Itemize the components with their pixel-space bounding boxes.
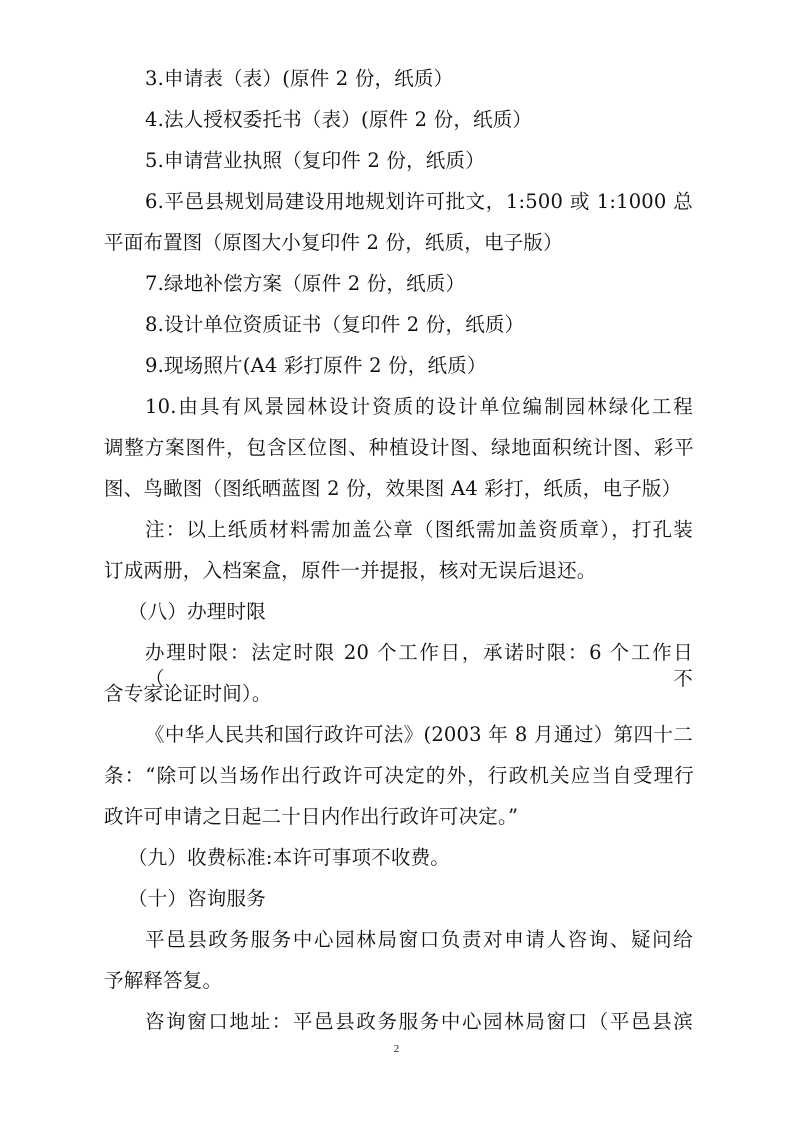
law-citation-line2: 条：“除可以当场作出行政许可决定的外，行政机关应当自受理行 bbox=[104, 764, 694, 787]
section-10-heading: （十）咨询服务 bbox=[128, 887, 266, 910]
item-4-authorization-letter: 4.法人授权委托书（表）(原件 2 份，纸质） bbox=[145, 108, 533, 131]
page-number: 2 bbox=[393, 1043, 400, 1055]
consultation-address: 咨询窗口地址：平邑县政务服务中心园林局窗口（平邑县滨 bbox=[145, 1010, 693, 1033]
item-3-application-form: 3.申请表（表）(原件 2 份，纸质） bbox=[145, 67, 454, 90]
section-9-fees: （九）收费标准:本许可事项不收费。 bbox=[128, 846, 450, 869]
section-8-heading: （八）办理时限 bbox=[128, 600, 266, 623]
item-9-site-photos: 9.现场照片(A4 彩打原件 2 份，纸质） bbox=[145, 354, 487, 377]
item-6-planning-approval-line2: 平面布置图（原图大小复印件 2 份，纸质，电子版） bbox=[104, 231, 563, 254]
law-citation-line1: 《中华人民共和国行政许可法》(2003 年 8 月通过）第四十二 bbox=[145, 723, 693, 746]
item-5-business-license: 5.申请营业执照（复印件 2 份，纸质） bbox=[145, 149, 485, 172]
item-10-design-drawings-line2: 调整方案图件，包含区位图、种植设计图、绿地面积统计图、彩平 bbox=[104, 436, 694, 459]
item-10-design-drawings-line3: 图、鸟瞰图（图纸晒蓝图 2 份，效果图 A4 彩打，纸质，电子版） bbox=[104, 477, 682, 500]
time-limit-line2: 含专家论证时间）。 bbox=[104, 682, 272, 705]
note-line2: 订成两册，入档案盒，原件一并提报，核对无误后退还。 bbox=[104, 559, 597, 582]
time-limit-line1: 办理时限：法定时限 20 个工作日，承诺时限：6 个工作日（不 bbox=[145, 641, 693, 690]
item-8-qualification-certificate: 8.设计单位资质证书（复印件 2 份，纸质） bbox=[145, 313, 525, 336]
note-line1: 注：以上纸质材料需加盖公章（图纸需加盖资质章），打孔装 bbox=[145, 518, 693, 541]
item-6-planning-approval-line1: 6.平邑县规划局建设用地规划许可批文，1:500 或 1:1000 总 bbox=[145, 190, 693, 213]
consultation-line2: 予解释答复。 bbox=[104, 969, 223, 992]
item-10-design-drawings-line1: 10.由具有风景园林设计资质的设计单位编制园林绿化工程 bbox=[145, 395, 693, 418]
item-7-compensation-plan: 7.绿地补偿方案（原件 2 份，纸质） bbox=[145, 272, 466, 295]
law-citation-line3: 政许可申请之日起二十日内作出行政许可决定。” bbox=[104, 805, 519, 828]
consultation-line1: 平邑县政务服务中心园林局窗口负责对申请人咨询、疑问给 bbox=[145, 928, 693, 951]
